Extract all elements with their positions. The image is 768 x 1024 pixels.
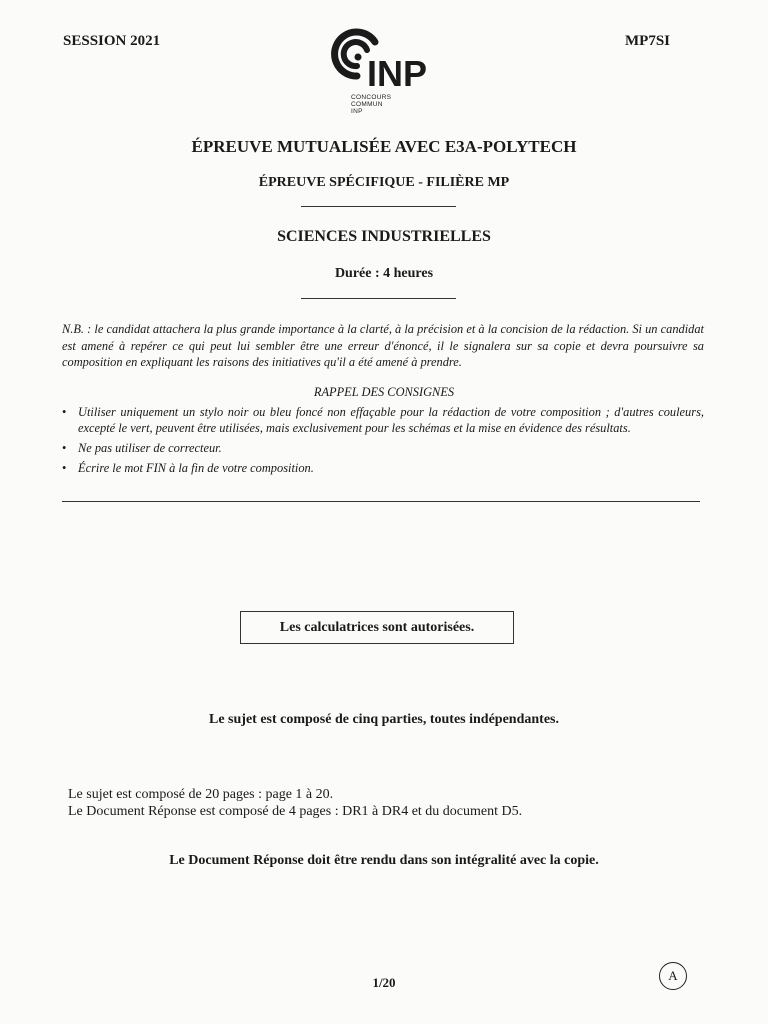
rappel-item xyxy=(62,404,704,436)
bullet-icon: • xyxy=(62,405,67,419)
divider-1 xyxy=(301,206,456,207)
title-epreuve-specifique: ÉPREUVE SPÉCIFIQUE - FILIÈRE MP xyxy=(258,175,510,190)
duration: Durée : 4 heures xyxy=(334,266,434,281)
logo-sub-3: INP xyxy=(351,108,363,115)
parties-statement: Le sujet est composé de cinq parties, toutes indépendantes. xyxy=(209,712,559,727)
nb-paragraph: N.B. : le candidat attachera la plus grande importance à la clarté, à la précision et à la concision de la rédaction. Si un candidat est amené à repérer ce qui peut lui sembler être une erreur d'énoncé, il le signalera sur sa copie et devra poursuivre sa composition en expliquant les raisons des initiatives qu'il a été amené à prendre. xyxy=(62,322,704,369)
calculatrices-box: Les calculatrices sont autorisées. xyxy=(240,611,514,644)
circled-mark: A xyxy=(659,962,687,990)
section-divider xyxy=(62,501,700,502)
pages-info xyxy=(68,786,522,820)
document-reponse-statement: Le Document Réponse doit être rendu dans son intégralité avec la copie. xyxy=(169,853,599,868)
rappel-item-text: Utiliser uniquement un stylo noir ou bleu foncé non effaçable pour la rédaction de votre composition ; d'autres couleurs, excepté le vert, peuvent être utilisées, mais exclusivement pour les schémas et la mise en évidence des résultats. xyxy=(78,405,704,435)
inp-logo xyxy=(327,24,447,120)
pages-info-line: Le sujet est composé de 20 pages : page 1 à 20. xyxy=(68,787,334,802)
inp-logo-icon xyxy=(327,24,447,94)
rappel-item xyxy=(62,460,704,476)
rappel-title: RAPPEL DES CONSIGNES xyxy=(313,385,455,399)
page-number: 1/20 xyxy=(372,975,396,990)
session-label: SESSION 2021 xyxy=(63,33,161,49)
divider-2 xyxy=(301,298,456,299)
rappel-item-text: Écrire le mot FIN à la fin de votre composition. xyxy=(78,461,314,475)
bullet-icon: • xyxy=(62,461,67,475)
rappel-item xyxy=(62,440,704,456)
title-epreuve-mutualisee: ÉPREUVE MUTUALISÉE AVEC E3A-POLYTECH xyxy=(191,137,577,156)
title-discipline: SCIENCES INDUSTRIELLES xyxy=(277,228,491,245)
exam-code: MP7SI xyxy=(625,33,670,49)
pages-info-line: Le Document Réponse est composé de 4 pages : DR1 à DR4 et du document D5. xyxy=(68,804,523,819)
rappel-list xyxy=(62,404,704,480)
logo-wordmark: INP xyxy=(367,53,428,94)
logo-sub-1: CONCOURS xyxy=(351,94,392,101)
rappel-item-text: Ne pas utiliser de correcteur. xyxy=(78,441,222,455)
bullet-icon: • xyxy=(62,441,67,455)
logo-sub-2: COMMUN xyxy=(351,101,383,108)
